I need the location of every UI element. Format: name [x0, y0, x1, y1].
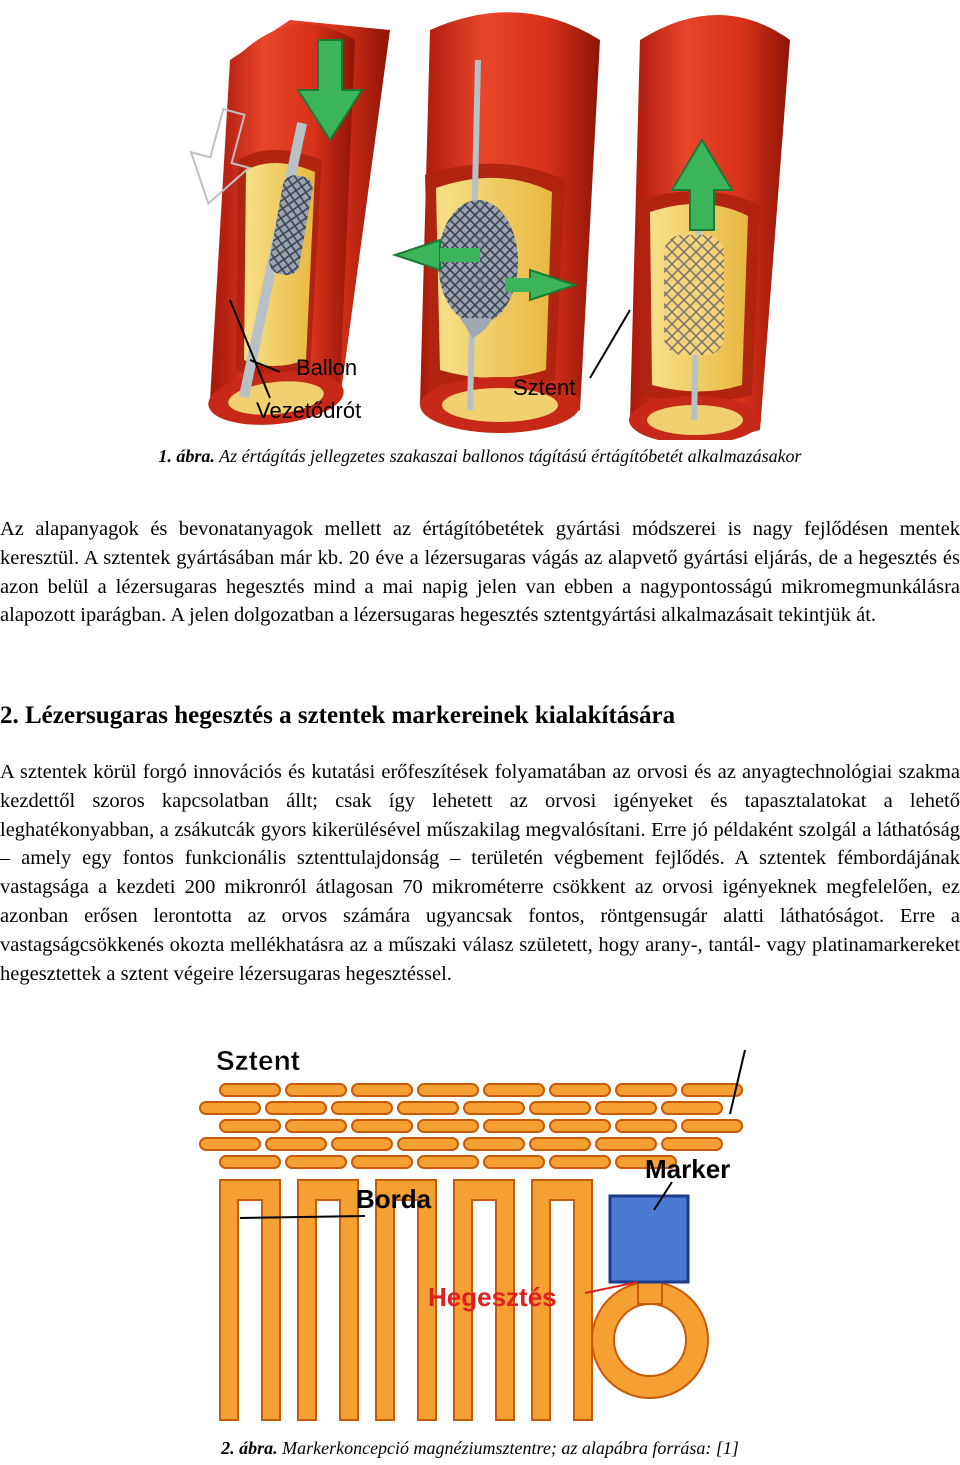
label-borda: Borda	[356, 1184, 432, 1214]
sztent-leader-2	[730, 1050, 745, 1114]
figure-1-caption-text: Az értágítás jellegzetes szakaszai ballonos tágítású értágítóbetét alkalmazásakor	[214, 446, 802, 466]
label-sztent-2: Sztent	[216, 1045, 300, 1076]
figure-2-marker-concept	[190, 1040, 770, 1430]
vessel-2	[395, 12, 600, 433]
label-marker: Marker	[645, 1154, 731, 1184]
figure-1-caption-number: 1. ábra.	[158, 446, 215, 466]
marker-square	[610, 1196, 688, 1282]
figure-2-illustration	[190, 1040, 770, 1430]
label-vezetodrot: Vezetődrót	[256, 398, 362, 423]
figure-2-caption-number: 2. ábra.	[221, 1438, 278, 1458]
paragraph-2: A sztentek körül forgó innovációs és kutatási erőfeszítések folyamatában az orvosi és az anyagtechnológiai szakma kezdettől szoros kapcsolatban állt; csak így lehetett az orvosi igényeket és tapasztalatokat a lehető leghatékonyabban, a zsákutcák gyors kikerülésével műszakilag megvalósítani. Erre jó példaként szolgál a láthatóság – amely egy fontos funkcionális sztenttulajdonság – területén végbement fejlődés. A sztentek fémbordájának vastagsága a kezdeti 200 mikronról átlagosan 70 mikrométerre csökkent az orvosi igényeknek megfelelően, ez azonban erősen lerontotta az orvos számára ugyancsak fontos, röntgensugár alatti láthatóságot. Erre a vastagságcsökkenés okozta mellékhatásra az a műszaki válasz született, hogy arany-, tantál- vagy platinamarkereket hegesztettek a sztent végeire lézersugaras hegesztéssel.	[0, 761, 960, 985]
label-sztent: Sztent	[513, 375, 576, 400]
figure-2-caption-text: Markerkoncepció magnéziumsztentre; az alapábra forrása: [1]	[277, 1438, 739, 1458]
figure-1-caption	[0, 446, 960, 467]
label-hegesztes: Hegesztés	[428, 1282, 557, 1312]
paragraph-1: Az alapanyagok és bevonatanyagok mellett az értágítóbetétek gyártási módszerei is nagy fejlődésen mentek keresztül. A sztentek gyártásában már kb. 20 éve a lézersugaras vágás az alapvető gyártási eljárás, de a hegesztés és azon belül a lézersugaras hegesztés mind a mai napig jelen van ebben a nagypontosságú mikromegmunkálásra alapozott iparágban. A jelen dolgozatban a lézersugaras hegesztés sztentgyártási alkalmazásait tekintjük át.	[0, 518, 960, 627]
label-ballon: Ballon	[296, 355, 358, 380]
figure-1-stent-procedure	[0, 0, 960, 440]
figure-1-illustration	[0, 0, 960, 440]
section-heading: 2. Lézersugaras hegesztés a sztentek markereinek kialakítására	[0, 702, 676, 729]
vessel-3	[629, 15, 790, 440]
sztent-leader	[590, 310, 630, 378]
figure-2-caption	[0, 1438, 960, 1459]
marker-assembly	[592, 1196, 708, 1398]
vessel-1	[179, 20, 390, 431]
